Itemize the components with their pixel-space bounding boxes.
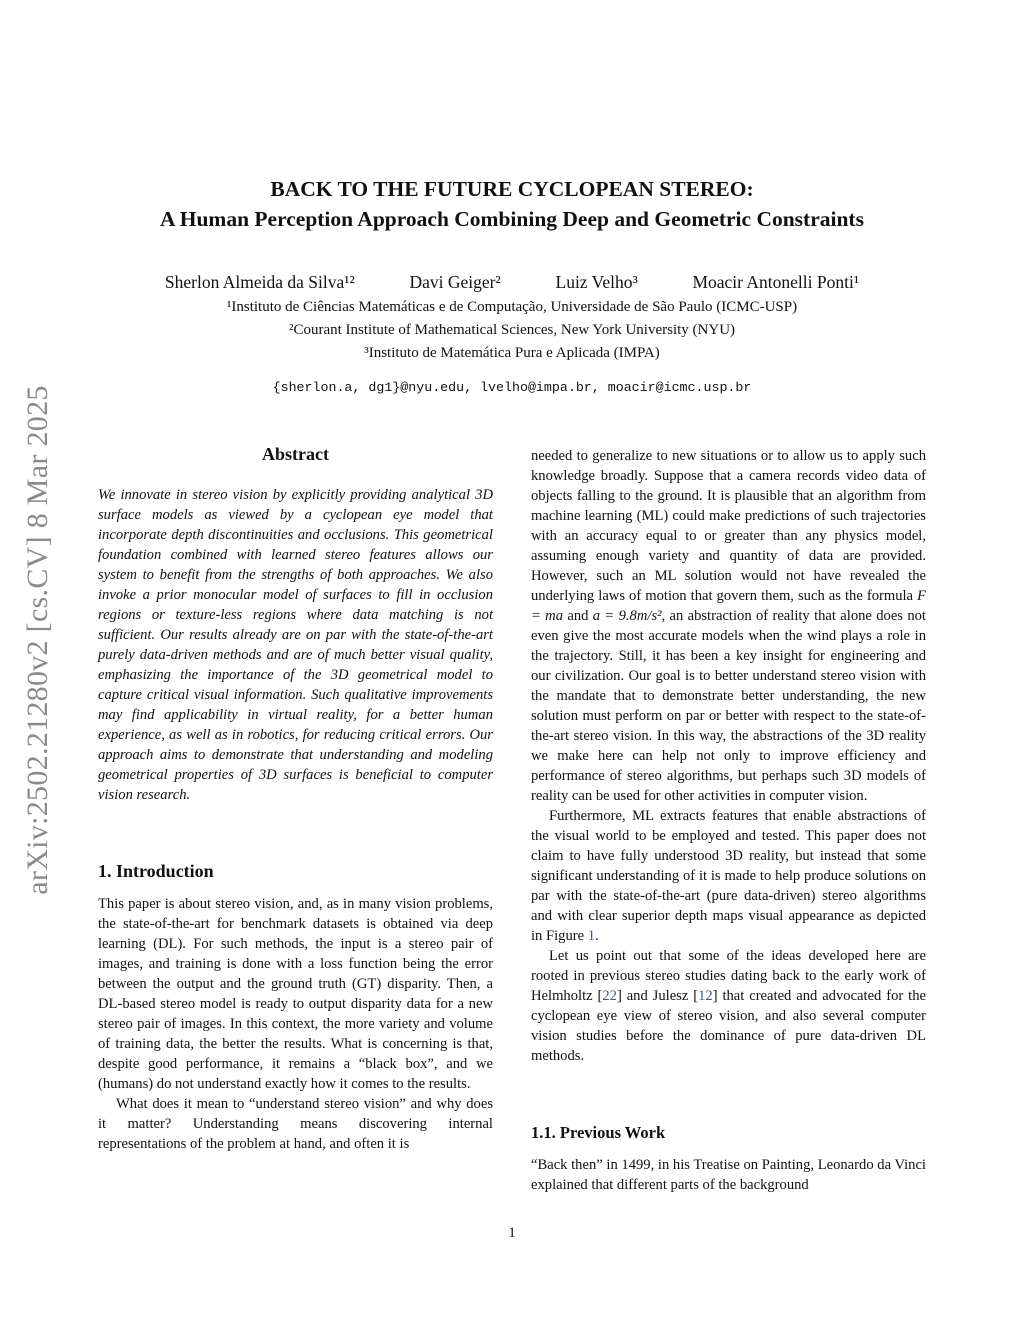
- abstract-text: We innovate in stereo vision by explicitly providing analytical 3D surface models as viewed by a cyclopean eye model that incorporate depth discontinuities and occlusions. This geometrical foundation combined with learned stereo features allows our system to benefit from the strengths of both approaches. We also invoke a prior monocular model of surfaces to fill in occlusion regions or texture-less regions where data matching is not sufficient. Our results already are on par with the state-of-the-art purely data-driven methods and are of much better visual quality, emphasizing the importance of the 3D geometrical model to capture critical visual information. Such qualitative improvements may find applicability in virtual reality, for a better human experience, as well as in robotics, for reducing critical errors. Our approach aims to demonstrate that understanding and modeling geometrical properties of 3D surfaces is beneficial to computer vision research.: [98, 487, 493, 803]
- arxiv-watermark: arXiv:2502.21280v2 [cs.CV] 8 Mar 2025: [21, 385, 54, 895]
- previous-work-heading: 1.1. Previous Work: [531, 1123, 666, 1142]
- citation-link[interactable]: 22: [602, 988, 617, 1004]
- author-emails: {sherlon.a, dg1}@nyu.edu, lvelho@impa.br, moacir@icmc.usp.br: [272, 380, 752, 395]
- previous-work-body: “Back then” in 1499, in his Treatise on Painting, Leonardo da Vinci explained that different parts of the background: [531, 1157, 926, 1193]
- abstract-heading: Abstract: [262, 444, 329, 464]
- affiliation: ¹Instituto de Ciências Matemáticas e de Computação, Universidade de São Paulo (ICMC-USP): [226, 299, 798, 315]
- text-run: ] that created and advocated for the cyclopean eye view of stereo vision, and also several computer vision studies before the dominance of pure data-driven DL methods.: [531, 988, 926, 1064]
- text-run: .: [595, 928, 599, 944]
- author-name: Davi Geiger²: [409, 272, 501, 292]
- paragraph: This paper is about stereo vision, and, as in many vision problems, the state-of-the-art for benchmark datasets is obtained via deep learning (DL). For such methods, the input is a stereo pair of images, and training is done with a loss function being the error between the output and the ground truth (GT) disparity. Then, a DL-based stereo model is ready to output disparity data for a new stereo pair of images. In this context, the more variety and volume of training data, the better the results. What is concerning is that, despite good performance, it remains a “black box”, and we (humans) do not understand exactly how it comes to the results.: [98, 896, 493, 1092]
- paragraph: [531, 806, 926, 946]
- author-list: [0, 270, 1024, 294]
- introduction-heading: 1. Introduction: [98, 861, 214, 881]
- text-run: ] and Julesz [: [616, 988, 699, 1004]
- author-name: Moacir Antonelli Ponti¹: [692, 272, 860, 292]
- text-run: and: [563, 608, 593, 624]
- paragraph: What does it mean to “understand stereo vision” and why does it matter? Understanding means discovering internal representations of the problem at hand, and often it is: [98, 1096, 493, 1152]
- text-run: needed to generalize to new situations or to allow us to apply such knowledge broadly. Suppose that a camera records video data of objects falling to the ground. It is plausible that an algorithm from machine learning (ML) could make predictions of such trajectories with an accuracy equal to or greater than any physics model, assuming enough variety and quantity of data are provided. However, such an ML solution would not have revealed the underlying laws of motion that govern them, such as the formula: [531, 448, 926, 604]
- page-number: 1: [508, 1225, 516, 1241]
- text-run: , an abstraction of reality that alone does not even give the most accurate models when the wind plays a role in the trajectory. Still, it has been a key insight for engineering and our civilization. Our goal is to better understand stereo vision with the mandate that to demonstrate better understanding, the new solution must perform on par or better with respect to the state-of-the-art stereo vision. In this way, the abstractions of the 3D reality we make here can help not only to improve efficiency and performance of stereo algorithms, but perhaps such 3D models of reality can be used for other activities in computer vision.: [531, 608, 926, 804]
- affiliation: ³Instituto de Matemática Pura e Aplicada (IMPA): [364, 345, 660, 361]
- text-run: Let us point out that some of the ideas developed here are rooted in previous stereo studies dating back to the early work of Helmholtz [: [531, 948, 926, 1004]
- citation-link[interactable]: 12: [698, 988, 713, 1004]
- text-run: Furthermore, ML extracts features that enable abstractions of the visual world to be employed and tested. This paper does not claim to have fully understood 3D reality, but instead that some significant understanding of it is made to help produce solutions on par with the state-of-the-art (pure data-driven) stereo algorithms and with clear superior depth maps visual appearance as depicted in Figure: [531, 808, 926, 944]
- formula-acceleration: a = 9.8m/s²: [592, 608, 662, 624]
- paper-title-line-1: BACK TO THE FUTURE CYCLOPEAN STEREO:: [270, 177, 754, 201]
- introduction-body: [98, 894, 493, 1154]
- formula-force: F = ma: [531, 588, 926, 624]
- paragraph: [531, 446, 926, 806]
- author-name: Luiz Velho³: [555, 272, 638, 292]
- paper-title-line-2: A Human Perception Approach Combining Deep and Geometric Constraints: [160, 207, 864, 231]
- paragraph: [531, 946, 926, 1066]
- figure-reference-link[interactable]: 1: [587, 928, 596, 944]
- author-name: Sherlon Almeida da Silva¹²: [164, 272, 355, 292]
- affiliation: ²Courant Institute of Mathematical Sciences, New York University (NYU): [288, 322, 736, 338]
- introduction-body-continued: [531, 446, 926, 1066]
